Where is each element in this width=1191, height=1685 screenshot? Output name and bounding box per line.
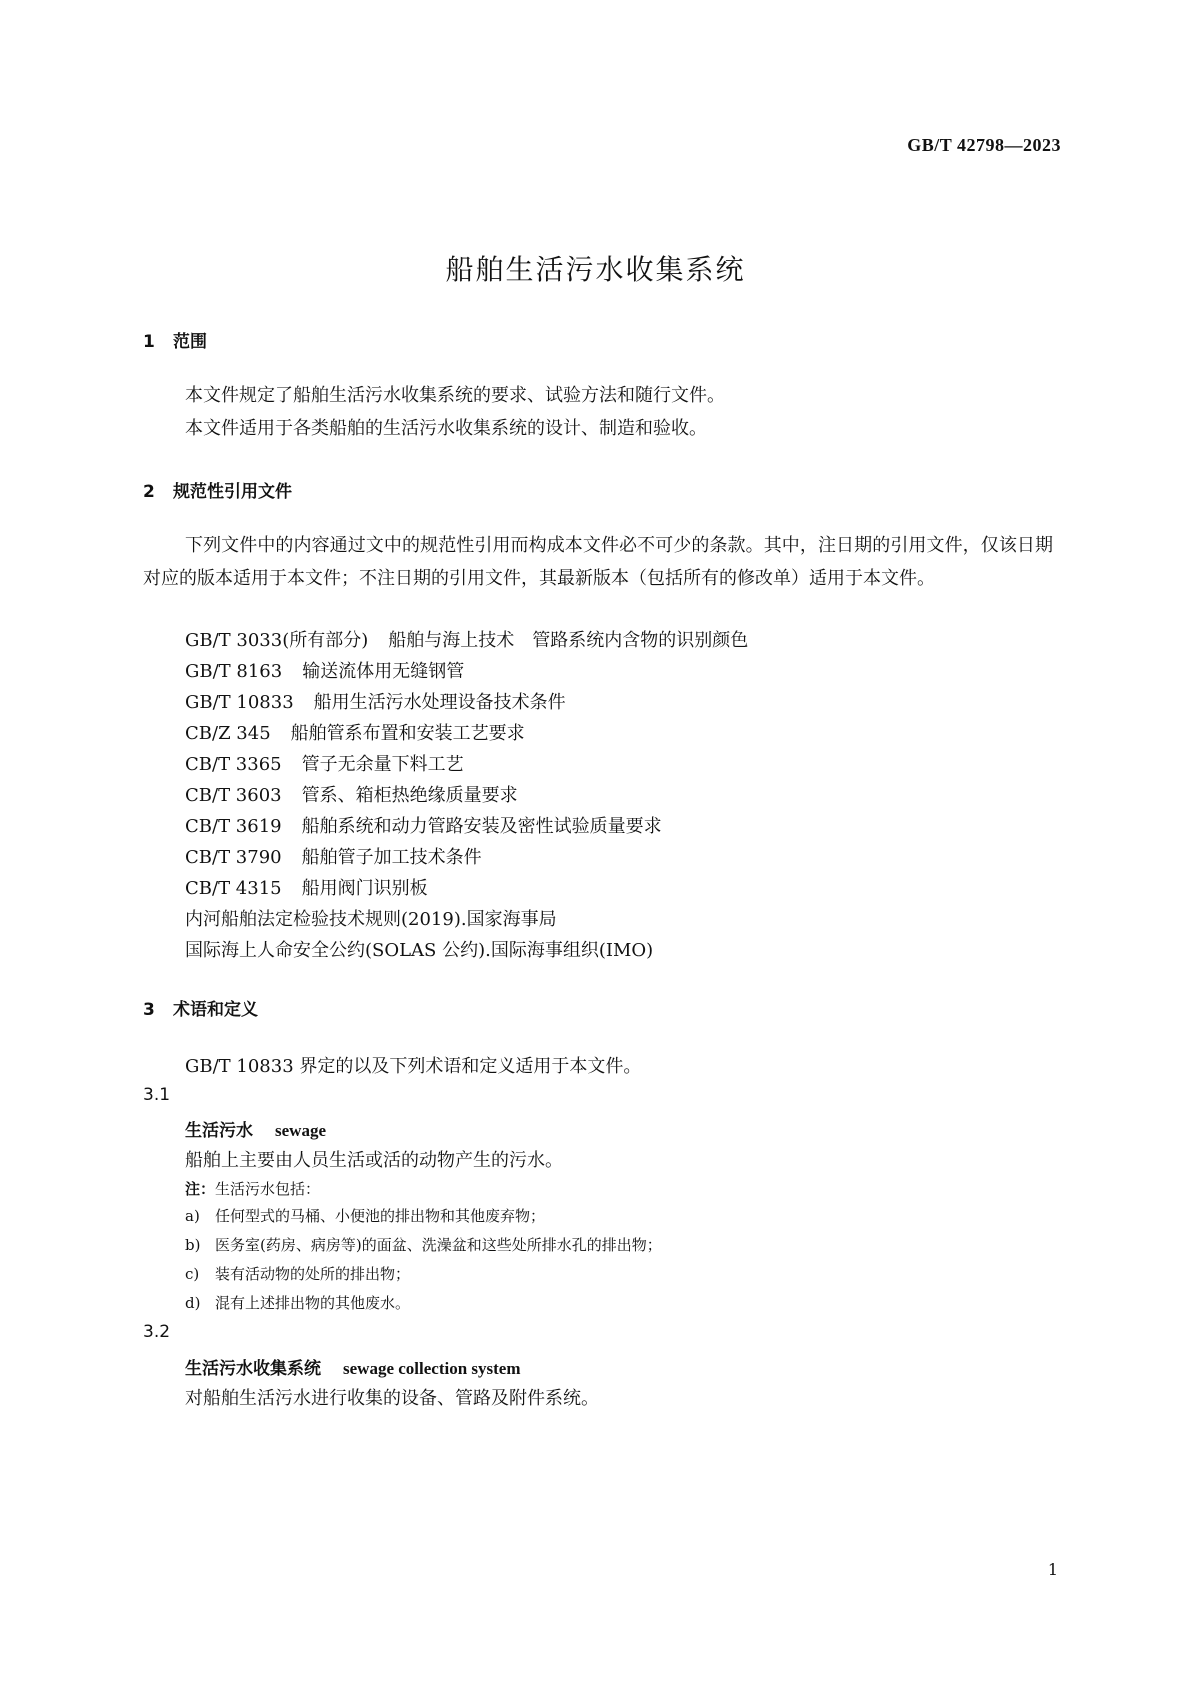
reference-code: CB/Z 345 [185, 723, 271, 744]
reference-item [185, 626, 748, 652]
section-number: 3 [143, 1000, 155, 1020]
list-item-text: 混有上述排出物的其他废水。 [215, 1294, 411, 1312]
list-item-text: 装有活动物的处所的排出物； [215, 1265, 411, 1283]
list-marker: a) [185, 1207, 200, 1225]
section-2-heading [143, 477, 292, 502]
term-name [185, 1354, 521, 1379]
reference-code: CB/T 4315 [185, 878, 282, 899]
reference-title: 管子无余量下料工艺 [301, 754, 464, 775]
note-text: 生活污水包括： [215, 1180, 321, 1198]
reference-title: 国际海上人命安全公约(SOLAS 公约).国际海事组织(IMO) [185, 940, 654, 961]
paragraph: 本文件适用于各类船舶的生活污水收集系统的设计、制造和验收。 [185, 418, 707, 439]
reference-item [185, 905, 557, 931]
reference-title: 输送流体用无缝钢管 [302, 661, 465, 682]
term-name-english: sewage [275, 1121, 326, 1140]
reference-item [185, 936, 653, 962]
list-marker: d) [185, 1294, 201, 1312]
list-item-text: 任何型式的马桶、小便池的排出物和其他废弃物； [215, 1207, 546, 1225]
reference-item [185, 719, 525, 745]
reference-item [185, 843, 482, 869]
term-definition: 船舶上主要由人员生活或活的动物产生的污水。 [185, 1150, 563, 1171]
term-name [185, 1116, 326, 1141]
note-list-item [185, 1234, 662, 1255]
term-number: 3.2 [143, 1322, 171, 1342]
section-number: 2 [143, 482, 155, 502]
term-name-chinese: 生活污水收集系统 [185, 1359, 321, 1379]
section-number: 1 [143, 332, 155, 352]
reference-code: GB/T 8163 [185, 661, 283, 682]
reference-item [185, 750, 464, 776]
reference-title: 船舶系统和动力管路安装及密性试验质量要求 [301, 816, 662, 837]
reference-title: 船用生活污水处理设备技术条件 [313, 692, 566, 713]
section-title: 术语和定义 [173, 1000, 258, 1020]
note-label: 注： [185, 1180, 216, 1198]
reference-item [185, 688, 566, 714]
section-3-heading [143, 995, 258, 1020]
reference-code: CB/T 3603 [185, 785, 282, 806]
list-marker: b) [185, 1236, 201, 1254]
list-item-text: 医务室(药房、病房等)的面盆、洗澡盆和这些处所排水孔的排出物； [215, 1236, 662, 1254]
note-list-item [185, 1263, 410, 1284]
term-definition: 对船舶生活污水进行收集的设备、管路及附件系统。 [185, 1388, 599, 1409]
reference-item [185, 781, 518, 807]
reference-code: CB/T 3790 [185, 847, 282, 868]
reference-title: 内河船舶法定检验技术规则(2019).国家海事局 [185, 909, 557, 930]
reference-code: CB/T 3619 [185, 816, 282, 837]
reference-title: 管系、箱柜热绝缘质量要求 [301, 785, 518, 806]
page-number: 1 [1047, 1560, 1058, 1579]
reference-title: 船舶管系布置和安装工艺要求 [290, 723, 525, 744]
term-note [185, 1178, 320, 1199]
section-1-heading [143, 327, 207, 352]
section-title: 规范性引用文件 [173, 482, 292, 502]
reference-code: GB/T 10833 [185, 692, 294, 713]
paragraph: 本文件规定了船舶生活污水收集系统的要求、试验方法和随行文件。 [185, 385, 725, 406]
list-marker: c) [185, 1265, 200, 1283]
note-list-item [185, 1292, 410, 1313]
reference-item [185, 874, 428, 900]
reference-title: 船舶管子加工技术条件 [301, 847, 482, 868]
term-name-chinese: 生活污水 [185, 1121, 253, 1141]
term-number: 3.1 [143, 1085, 171, 1105]
reference-title: 船舶与海上技术 管路系统内含物的识别颜色 [388, 630, 749, 651]
references-intro-paragraph: 下列文件中的内容通过文中的规范性引用而构成本文件必不可少的条款。其中，注日期的引用文件，仅该日期对应的版本适用于本文件；不注日期的引用文件，其最新版本（包括所有的修改单）适用于本文件。 [143, 535, 1053, 589]
note-list-item [185, 1205, 545, 1226]
term-name-english: sewage collection system [343, 1359, 521, 1378]
document-title: 船舶生活污水收集系统 [445, 253, 746, 286]
standard-number: GB/T 42798—2023 [907, 135, 1061, 155]
reference-title: 船用阀门识别板 [301, 878, 428, 899]
reference-item [185, 657, 464, 683]
reference-code: CB/T 3365 [185, 754, 282, 775]
section-title: 范围 [173, 332, 207, 352]
reference-code: GB/T 3033(所有部分) [185, 630, 369, 651]
reference-item [185, 812, 662, 838]
terms-intro-paragraph: GB/T 10833 界定的以及下列术语和定义适用于本文件。 [185, 1056, 642, 1077]
